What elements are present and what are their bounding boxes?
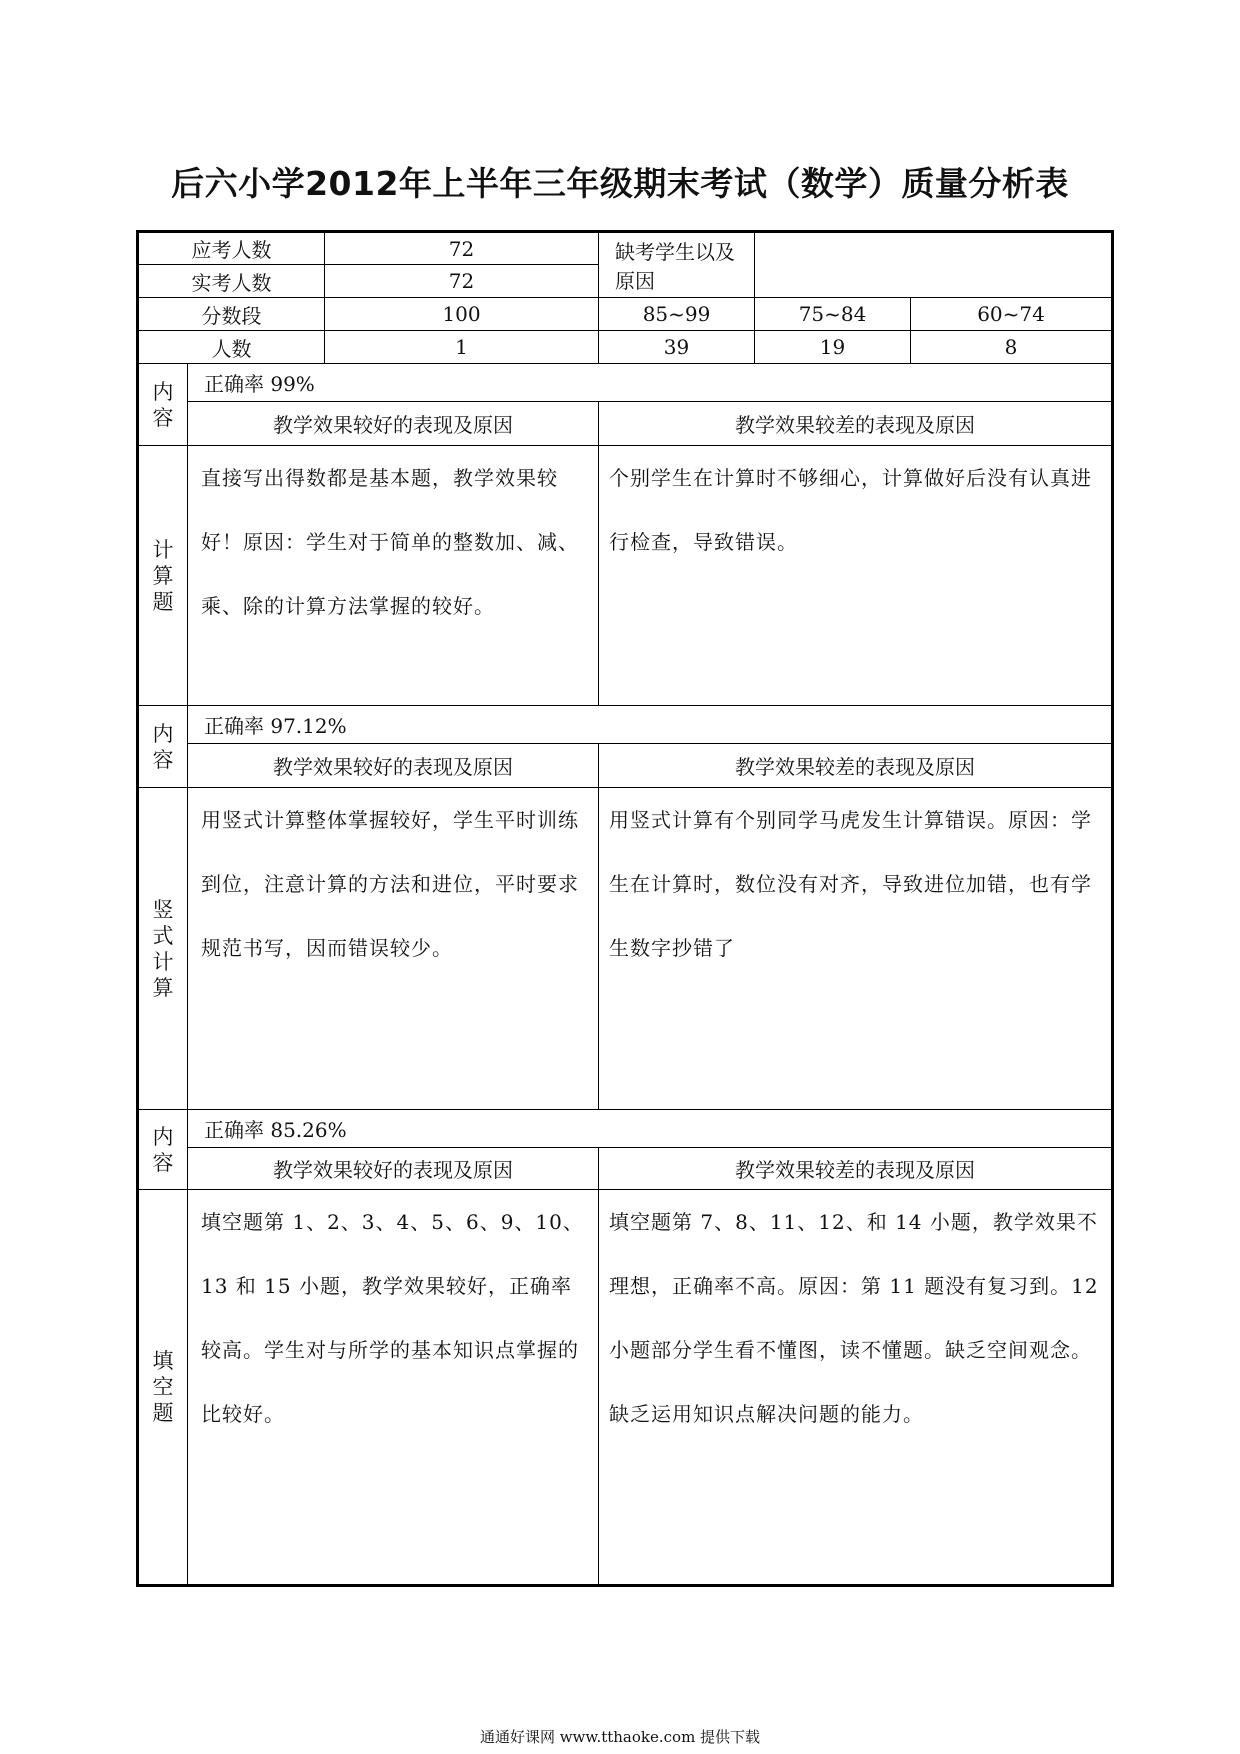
good-column-header: 教学效果较好的表现及原因 [188,1148,599,1190]
absent-label: 缺考学生以及原因 [599,232,755,298]
section-name: 竖 式 计 算 [138,788,188,1110]
score-band: 100 [325,298,599,331]
score-band: 60~74 [911,298,1113,331]
page-title: 后六小学2012年上半年三年级期末考试（数学）质量分析表 [171,164,1069,203]
footer-credit: 通通好课网 www.tthaoke.com 提供下载 [479,1728,761,1746]
score-band-label: 分数段 [138,298,325,331]
good-description: 用竖式计算整体掌握较好，学生平时训练到位，注意计算的方法和进位，平时要求规范书写，因而错误较少。 [188,788,599,1110]
good-column-header: 教学效果较好的表现及原因 [188,402,599,446]
expected-label: 应考人数 [138,232,325,265]
content-label: 内 容 [138,1110,188,1190]
accuracy-rate: 正确率 99% [188,364,1113,402]
actual-value: 72 [325,265,599,298]
bad-column-header: 教学效果较差的表现及原因 [599,1148,1113,1190]
bad-description: 用竖式计算有个别同学马虎发生计算错误。原因：学生在计算时，数位没有对齐，导致进位加错，也有学生数字抄错了 [599,788,1113,1110]
accuracy-rate: 正确率 85.26% [188,1110,1113,1148]
good-description: 填空题第 1、2、3、4、5、6、9、10、13 和 15 小题，教学效果较好，正确率较高。学生对与所学的基本知识点掌握的比较好。 [188,1190,599,1586]
good-description: 直接写出得数都是基本题，教学效果较好！原因：学生对于简单的整数加、减、乘、除的计算方法掌握的较好。 [188,446,599,706]
score-band: 85~99 [599,298,755,331]
band-count: 19 [755,331,911,364]
bad-column-header: 教学效果较差的表现及原因 [599,402,1113,446]
accuracy-rate: 正确率 97.12% [188,706,1113,744]
band-count: 39 [599,331,755,364]
expected-value: 72 [325,232,599,265]
absent-value [755,232,1113,298]
good-column-header: 教学效果较好的表现及原因 [188,744,599,788]
content-label: 内 容 [138,364,188,446]
count-label: 人数 [138,331,325,364]
actual-label: 实考人数 [138,265,325,298]
bad-description: 填空题第 7、8、11、12、和 14 小题，教学效果不理想，正确率不高。原因：第 11 题没有复习到。12 小题部分学生看不懂图，读不懂题。缺乏空间观念。缺乏运用知识点解决问题的能力。 [599,1190,1113,1586]
bad-description: 个别学生在计算时不够细心，计算做好后没有认真进行检查，导致错误。 [599,446,1113,706]
bad-column-header: 教学效果较差的表现及原因 [599,744,1113,788]
section-name: 计 算 题 [138,446,188,706]
section-name: 填 空 题 [138,1190,188,1586]
analysis-table [136,230,1114,1587]
band-count: 8 [911,331,1113,364]
band-count: 1 [325,331,599,364]
content-label: 内 容 [138,706,188,788]
score-band: 75~84 [755,298,911,331]
